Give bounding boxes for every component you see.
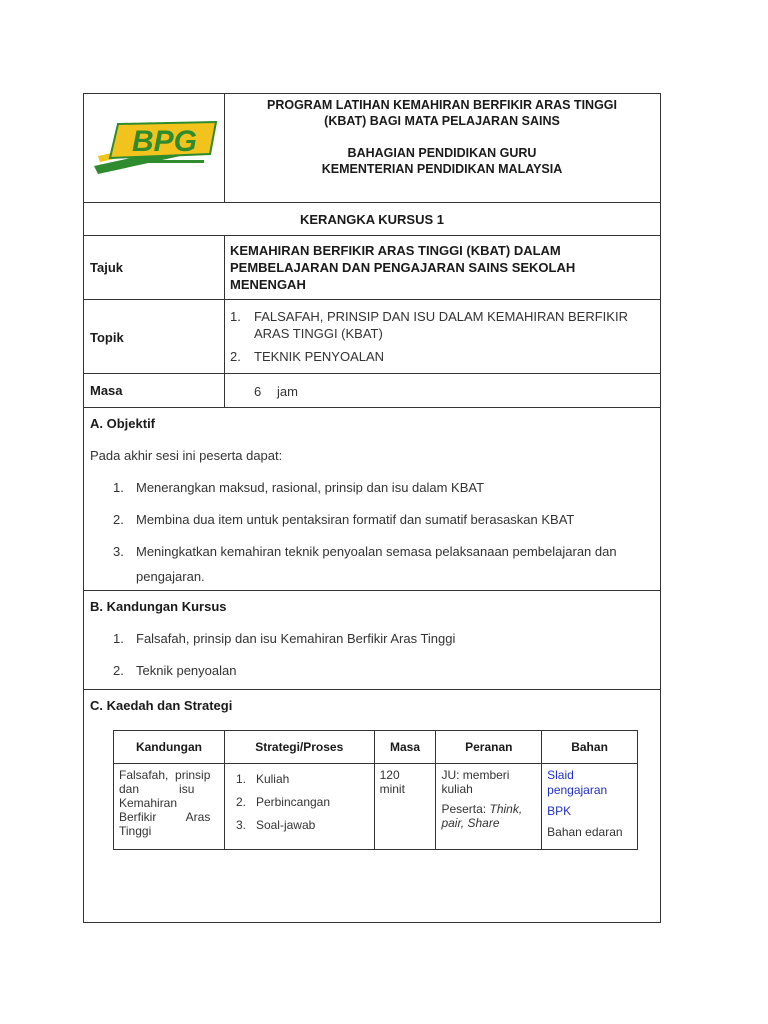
header-row	[84, 94, 660, 203]
kaedah-data-row	[114, 764, 638, 850]
topik-item-2: 2. TEKNIK PENYOALAN	[230, 349, 385, 364]
tajuk-line3: MENENGAH	[230, 277, 306, 292]
cell-masa: 120 minit	[374, 764, 436, 850]
col-bahan: Bahan	[542, 731, 638, 764]
col-strategi: Strategi/Proses	[224, 731, 374, 764]
logo-lettering: BPG	[132, 125, 198, 158]
objektif-intro: Pada akhir sesi ini peserta dapat:	[90, 448, 283, 463]
tajuk-label: Tajuk	[90, 260, 123, 275]
topik-label: Topik	[90, 330, 124, 345]
strategi-item-1: 1. Kuliah	[235, 772, 290, 786]
kaedah-table	[113, 730, 638, 850]
kandungan-item-1: Falsafah, prinsip dan isu Kemahiran Berfikir Aras Tinggi	[136, 631, 456, 646]
topik-item-1: 1. FALSAFAH, PRINSIP DAN ISU DALAM KEMAHIRAN BERFIKIR ARAS TINGGI (KBAT)	[230, 309, 628, 341]
strategi-item-3: 3. Soal-jawab	[235, 818, 316, 832]
kaedah-header-row	[114, 731, 638, 764]
course-framework-page	[83, 93, 661, 923]
objektif-item-1: Menerangkan maksud, rasional, prinsip dan isu dalam KBAT	[136, 480, 485, 495]
tajuk-line2: PEMBELAJARAN DAN PENGAJARAN SAINS SEKOLAH	[230, 260, 576, 275]
kandungan-section	[84, 591, 660, 690]
bahan-bpk-link[interactable]: BPK	[547, 804, 572, 818]
masa-value: 6	[254, 384, 262, 399]
header-line2: (KBAT) BAGI MATA PELAJARAN SAINS	[324, 114, 560, 128]
masa-unit: jam	[277, 384, 298, 399]
header-line1: PROGRAM LATIHAN KEMAHIRAN BERFIKIR ARAS TINGGI	[267, 98, 617, 112]
tajuk-row	[84, 236, 660, 300]
topik-list	[230, 308, 628, 365]
tajuk-line1: KEMAHIRAN BERFIKIR ARAS TINGGI (KBAT) DALAM	[230, 243, 561, 258]
kandungan-item-2: Teknik penyoalan	[136, 663, 237, 678]
header-line4: KEMENTERIAN PENDIDIKAN MALAYSIA	[321, 162, 563, 176]
objektif-item-3-cont: pengajaran.	[136, 569, 205, 584]
objektif-item-2: Membina dua item untuk pentaksiran formatif dan sumatif berasaskan KBAT	[136, 512, 575, 527]
col-masa: Masa	[374, 731, 436, 764]
kandungan-num-1: 1.	[113, 631, 124, 646]
cell-kandungan: Falsafah, prinsip dan isu Kemahiran Berfikir Aras Tinggi	[114, 764, 225, 850]
header-text	[224, 94, 660, 177]
objektif-section	[84, 408, 660, 591]
col-kandungan: Kandungan	[114, 731, 225, 764]
objektif-item-3: Meningkatkan kemahiran teknik penyoalan semasa pelaksanaan pembelajaran dan	[136, 544, 617, 559]
objektif-num-3: 3.	[113, 544, 124, 559]
kerangka-row	[84, 203, 660, 236]
topik-row	[84, 300, 660, 374]
masa-row	[84, 374, 660, 408]
cell-peranan: JU: memberi kuliah Peserta: Think, pair, Share	[436, 764, 542, 850]
kerangka-title: KERANGKA KURSUS 1	[300, 212, 444, 227]
tajuk-value	[230, 242, 575, 293]
kandungan-title: B. Kandungan Kursus	[90, 599, 227, 614]
strategi-item-2: 2. Perbincangan	[235, 795, 331, 809]
kaedah-title: C. Kaedah dan Strategi	[90, 698, 233, 713]
bahan-slaid-link[interactable]: Slaid	[547, 768, 574, 782]
cell-bahan: Slaid pengajaran BPK Bahan edaran	[542, 764, 638, 850]
objektif-num-2: 2.	[113, 512, 124, 527]
objektif-num-1: 1.	[113, 480, 124, 495]
header-line3: BAHAGIAN PENDIDIKAN GURU	[347, 146, 537, 160]
bahan-edaran: Bahan edaran	[547, 825, 623, 839]
col-peranan: Peranan	[436, 731, 542, 764]
kandungan-num-2: 2.	[113, 663, 124, 678]
bpg-logo	[84, 94, 224, 202]
masa-label: Masa	[90, 383, 123, 398]
cell-strategi	[224, 764, 374, 850]
objektif-title: A. Objektif	[90, 416, 156, 431]
